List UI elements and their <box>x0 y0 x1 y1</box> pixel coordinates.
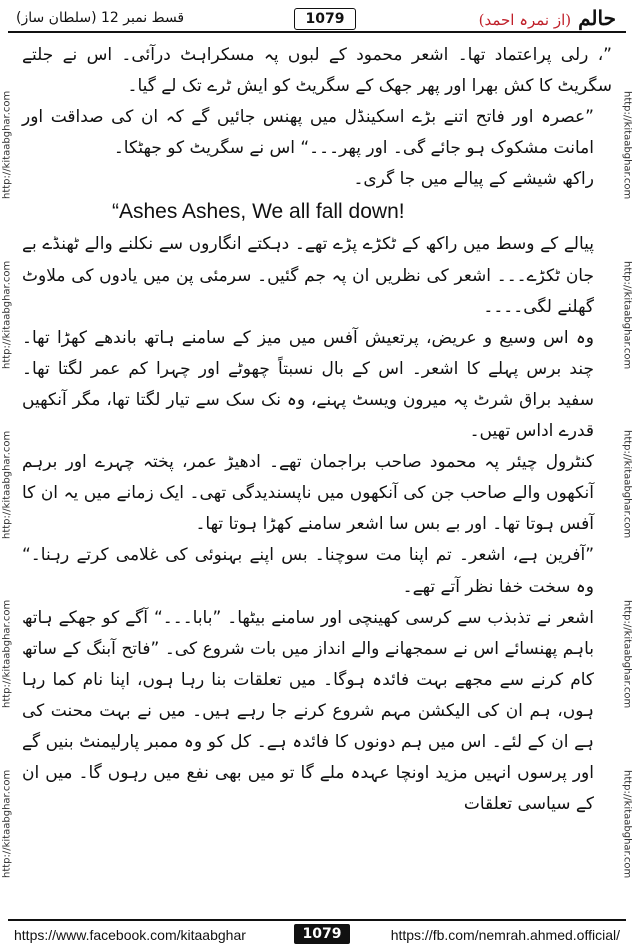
page-number-bottom: 1079 <box>294 924 350 944</box>
header-rule <box>8 31 626 33</box>
side-watermark: http://kitaabghar.com <box>621 260 633 369</box>
left-watermark-strip <box>0 60 14 909</box>
page-number-top: 1079 <box>294 8 356 30</box>
episode-label: قسط نمبر 12 (سلطان ساز) <box>16 10 185 26</box>
facebook-link[interactable]: https://www.facebook.com/kitaabghar <box>14 927 246 943</box>
side-watermark: http://kitaabghar.com <box>1 600 13 709</box>
side-watermark: http://kitaabghar.com <box>1 769 13 879</box>
side-watermark: http://kitaabghar.com <box>1 430 13 539</box>
right-watermark-strip <box>620 60 634 909</box>
author-facebook-link[interactable]: https://fb.com/nemrah.ahmed.official/ <box>390 927 620 943</box>
paragraph: ”عصرہ اور فاتح اتنے بڑے اسکینڈل میں پھنس جائیں گے کہ ان کی صداقت اور امانت مشکوک ہو جائے گی۔ اور پھر۔۔۔“ اس نے سگریٹ کو جھٹکا۔ <box>22 107 594 159</box>
side-watermark: http://kitaabghar.com <box>621 769 633 879</box>
paragraph: ”، رلی پراعتماد تھا۔ اشعر محمود کے لبوں پہ مسکراہٹ درآئی۔ اس نے جلتے سگریٹ کا کش بھرا اور پھر جھک کے سگریٹ کو ایش ٹرے تک لے گیا۔ <box>22 45 612 97</box>
page-header <box>8 6 626 32</box>
title-text: حالم <box>578 6 616 30</box>
page-footer <box>8 919 626 947</box>
side-watermark: http://kitaabghar.com <box>1 260 13 369</box>
paragraph: وہ اس وسیع و عریض، پرتعیش آفس میں میز کے سامنے ہاتھ باندھے کھڑا تھا۔ چند برس پہلے کا اشعر۔ اس کے بال نسبتاً چھوٹے اور چہرا کم عمر لگتا تھا۔ سفید براق شرٹ پہ میرون ویسٹ پہنے، وہ نک سک سے تیار لگتا تھا، مگر آنکھیں قدرے اداس تھیں۔ <box>22 327 594 442</box>
side-watermark: http://kitaabghar.com <box>1 90 13 200</box>
story-body <box>22 40 612 820</box>
paragraph: اشعر نے تذبذب سے کرسی کھینچی اور سامنے بیٹھا۔ ”بابا۔۔۔“ آگے کو جھکے ہاتھ باہم پھنسائے اس نے سمجھانے والے انداز میں بات شروع کی۔ ”فاتح آبنگ کے ساتھ کام کرنے سے مجھے بہت فائدہ ہوگا۔ میں تعلقات بنا رہا ہوں، اپنا نام کما رہا ہوں، ہم ان کی الیکشن مہم شروع کرنے جا رہے ہیں۔ میں نے بہت محنت کی ہے ان کے لئے۔ اس میں ہم دونوں کا فائدہ ہے۔ کل کو وہ ممبر پارلیمنٹ بنیں گے اور پرسوں انہیں مزید اونچا عہدہ ملے گا تو میں بھی نفع میں رہوں گا۔ میں ان کے سیاسی تعلقات <box>22 607 594 815</box>
paragraph: پیالے کے وسط میں راکھ کے ٹکڑے پڑے تھے۔ دہکتے انگاروں سے نکلنے والے ٹھنڈے بے جان ٹکڑے۔۔۔ اشعر کی نظریں ان پہ جم گئیں۔ سرمئی پن میں یادوں کی ملاوٹ گھلنے لگی۔۔۔۔ <box>22 234 594 317</box>
side-watermark: http://kitaabghar.com <box>621 430 633 539</box>
paragraph: ”آفرین ہے، اشعر۔ تم اپنا مت سوچنا۔ بس اپنے بہنوئی کی غلامی کرتے رہنا۔“ وہ سخت خفا نظر آتے تھے۔ <box>22 545 594 597</box>
paragraph: راکھ شیشے کے پیالے میں جا گری۔ <box>353 169 594 190</box>
novel-title <box>479 6 616 30</box>
paragraph: کنٹرول چیئر پہ محمود صاحب براجمان تھے۔ ادھیڑ عمر، پختہ چہرے اور برہم آنکھوں والے صاحب جن کی آنکھوں میں ناپسندیدگی تھی۔ ایک زمانے میں یہ ان کا آفس ہوتا تھا۔ اور بے بس سا اشعر سامنے کھڑا ہوتا تھا۔ <box>22 452 594 535</box>
side-watermark: http://kitaabghar.com <box>621 90 633 200</box>
author-name: (از نمرہ احمد) <box>478 11 572 29</box>
side-watermark: http://kitaabghar.com <box>621 600 633 709</box>
english-quote: “Ashes Ashes, We all fall down! <box>112 200 405 224</box>
